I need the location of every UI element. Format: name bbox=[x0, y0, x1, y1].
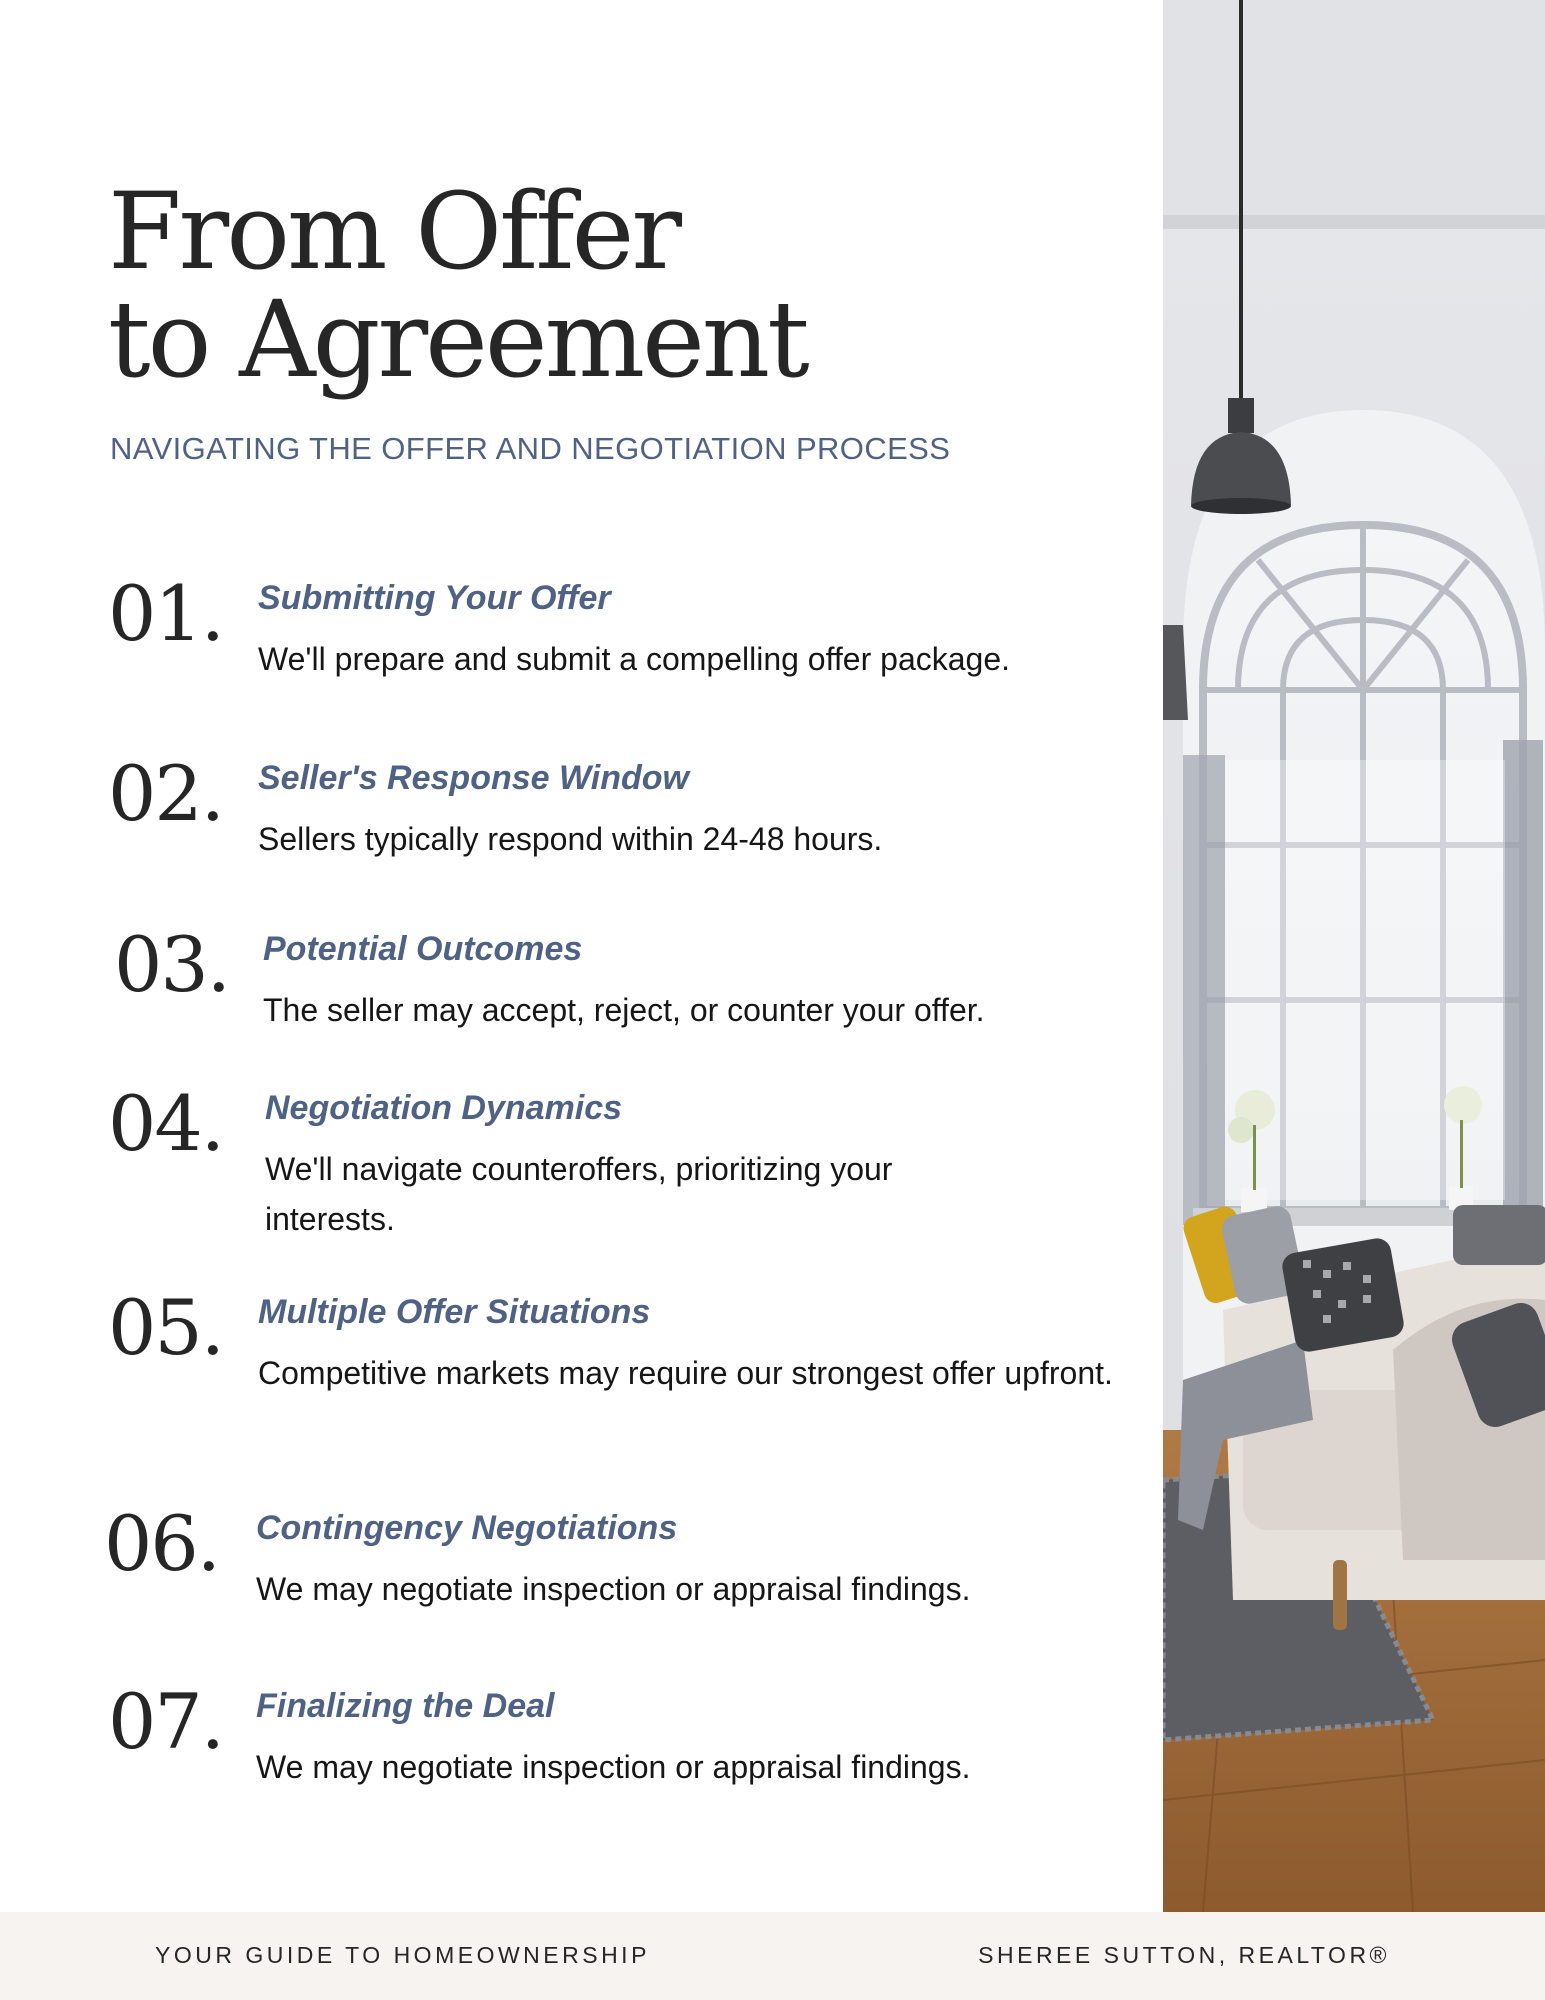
title-line-1: From Offer bbox=[108, 170, 680, 293]
step-heading: Potential Outcomes bbox=[263, 930, 583, 968]
step-number: 03. bbox=[114, 920, 229, 1009]
step-heading: Seller's Response Window bbox=[258, 759, 689, 797]
step-description: We'll prepare and submit a compelling offer package. bbox=[258, 641, 1011, 677]
step-number: 07. bbox=[108, 1677, 223, 1766]
step-description: We may negotiate inspection or appraisal findings. bbox=[256, 1571, 971, 1607]
page-footer bbox=[0, 1912, 1545, 2000]
step-number: 02. bbox=[108, 749, 223, 838]
living-room-photo bbox=[1163, 0, 1545, 1912]
step-description: We may negotiate inspection or appraisal findings. bbox=[256, 1749, 971, 1785]
step-description: The seller may accept, reject, or counter your offer. bbox=[263, 992, 985, 1028]
step-description: Sellers typically respond within 24-48 hours. bbox=[258, 821, 883, 857]
step-description: We'll navigate counteroffers, prioritizing your interests. bbox=[265, 1151, 893, 1237]
step-number: 05. bbox=[108, 1283, 223, 1372]
step-number: 01. bbox=[108, 569, 223, 658]
step-heading: Multiple Offer Situations bbox=[258, 1293, 651, 1331]
page-title bbox=[108, 170, 807, 401]
title-line-2: to Agreement bbox=[108, 278, 807, 401]
step-heading: Contingency Negotiations bbox=[256, 1509, 678, 1547]
step-number: 04. bbox=[108, 1079, 223, 1168]
step-heading: Submitting Your Offer bbox=[258, 579, 611, 617]
step-number: 06. bbox=[104, 1499, 219, 1588]
footer-tagline: YOUR GUIDE TO HOMEOWNERSHIP bbox=[155, 1942, 650, 1968]
step-heading: Finalizing the Deal bbox=[256, 1687, 555, 1725]
step-heading: Negotiation Dynamics bbox=[265, 1089, 623, 1127]
footer-agent-name: SHEREE SUTTON, REALTOR® bbox=[978, 1942, 1390, 1968]
page-subtitle: NAVIGATING THE OFFER AND NEGOTIATION PROCESS bbox=[110, 431, 951, 466]
step-description: Competitive markets may require our strongest offer upfront. bbox=[258, 1355, 1113, 1391]
